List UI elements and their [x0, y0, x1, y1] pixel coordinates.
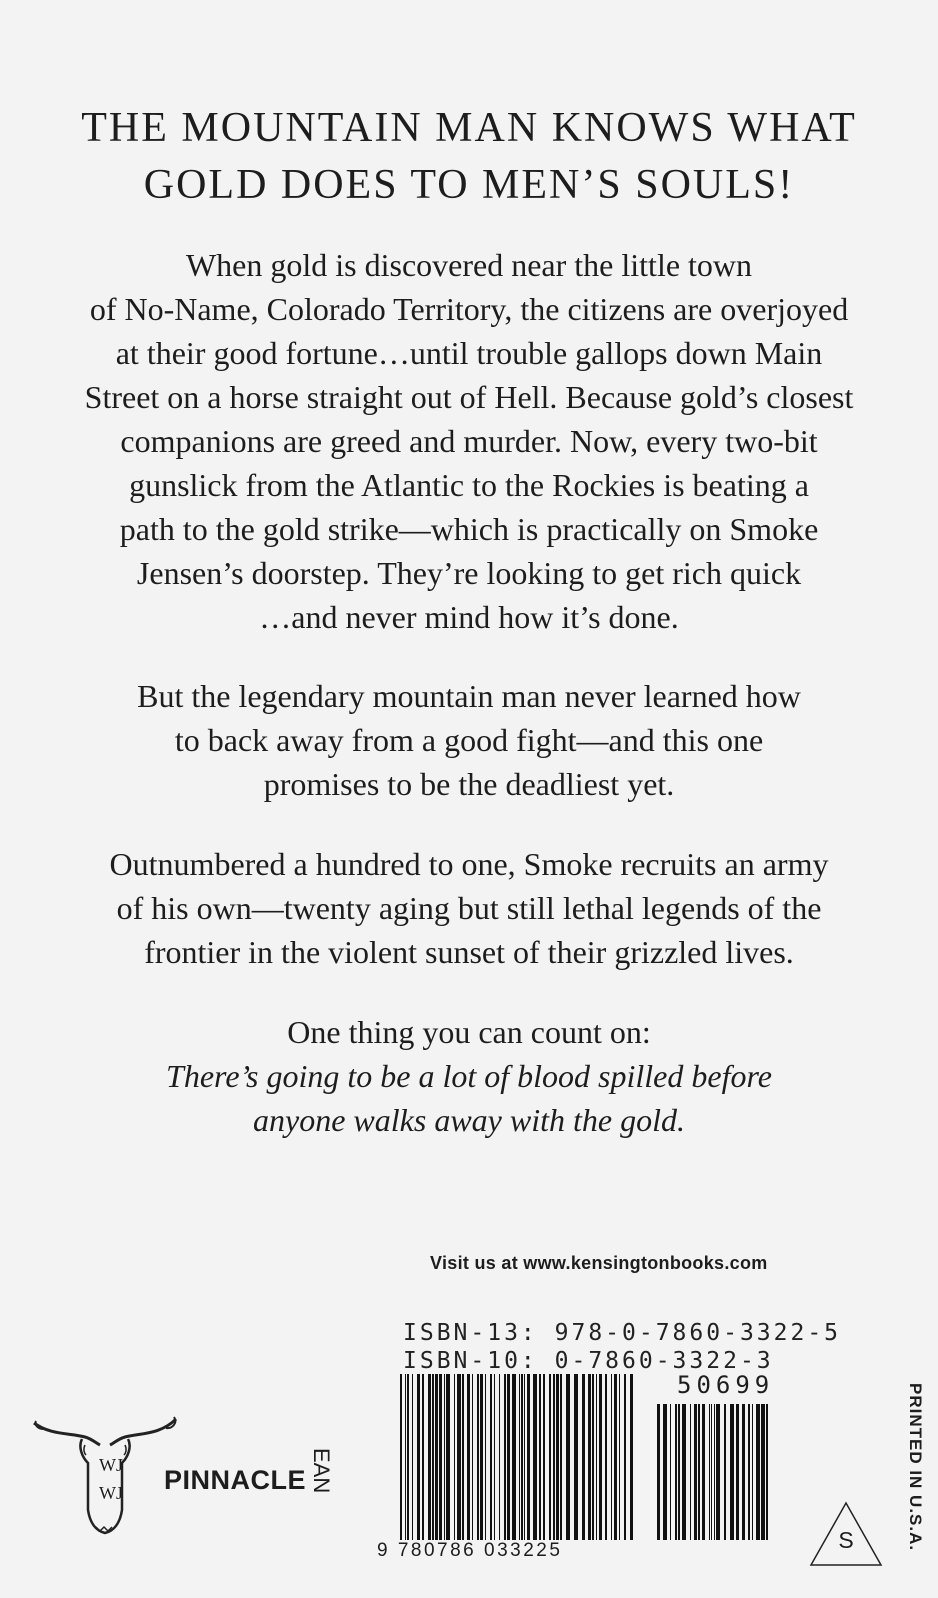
- barcode-bar: [507, 1374, 510, 1540]
- logo-letters-bottom: WJ: [99, 1483, 123, 1503]
- barcode-bar: [556, 1374, 559, 1540]
- barcode-bar: [711, 1404, 712, 1540]
- barcode-bar: [477, 1374, 479, 1540]
- barcode-bar: [412, 1374, 413, 1540]
- barcode-bar: [702, 1404, 705, 1540]
- barcode-bar: [524, 1374, 525, 1540]
- barcode-bar: [457, 1374, 461, 1540]
- barcode-bar: [405, 1374, 406, 1540]
- blurb-line: Jensen’s doorstep. They’re looking to get rich quick: [136, 555, 802, 591]
- barcode-bar: [467, 1374, 470, 1540]
- publisher-name: PINNACLE: [164, 1465, 307, 1495]
- supplement-code: 50699: [677, 1371, 775, 1399]
- barcode-bar: [553, 1374, 555, 1540]
- barcode-bar: [543, 1374, 545, 1540]
- barcode-bar: [588, 1374, 591, 1540]
- barcode-bar: [698, 1404, 700, 1540]
- barcode-bar: [400, 1374, 402, 1540]
- ean-label: EAN: [309, 1448, 334, 1494]
- barcode-bar: [582, 1374, 585, 1540]
- barcode-bar: [499, 1374, 500, 1540]
- barcode-bar: [761, 1404, 765, 1540]
- headline-line-2: GOLD DOES TO MEN’S SOULS!: [143, 162, 795, 208]
- blurb-italic-line: There’s going to be a lot of blood spilled before: [166, 1058, 772, 1094]
- barcode-bar: [614, 1374, 617, 1540]
- barcode-bar: [724, 1404, 726, 1540]
- blurb-line: Outnumbered a hundred to one, Smoke recruits an army: [109, 846, 829, 882]
- blurb-paragraph-2: [30, 674, 908, 806]
- blurb-line: to back away from a good fight—and this one: [174, 722, 764, 758]
- barcode-bar: [462, 1374, 464, 1540]
- barcode-bar: [490, 1374, 492, 1540]
- barcode-bar: [428, 1374, 431, 1540]
- barcode-bar: [670, 1404, 671, 1540]
- blurb-paragraph-1: [30, 243, 908, 639]
- blurb-line: path to the gold strike—which is practically on Smoke: [119, 511, 819, 547]
- barcode-bar: [417, 1374, 420, 1540]
- barcode-bar: [485, 1374, 486, 1540]
- blurb-line: When gold is discovered near the little town: [185, 247, 753, 283]
- barcode-bar: [619, 1374, 620, 1540]
- barcode-bar: [422, 1374, 424, 1540]
- barcode-bar: [521, 1374, 523, 1540]
- blurb-line: at their good fortune…until trouble gallops down Main: [115, 335, 823, 371]
- barcode-bar: [566, 1374, 570, 1540]
- blurb-line: of his own—twenty aging but still lethal legends of the: [116, 890, 822, 926]
- barcode-bar: [690, 1404, 691, 1540]
- barcode-bar: [439, 1374, 442, 1540]
- barcode-bar: [742, 1404, 745, 1540]
- blurb-line: of No-Name, Colorado Territory, the citizens are overjoyed: [89, 291, 849, 327]
- barcode-bar: [748, 1404, 750, 1540]
- barcode-bar: [675, 1404, 677, 1540]
- barcode-bar: [472, 1374, 473, 1540]
- barcode-bar: [709, 1404, 710, 1540]
- logo-letters-top: WJ: [99, 1455, 123, 1475]
- blurb-line: …and never mind how it’s done.: [259, 599, 679, 635]
- headline-line-1: THE MOUNTAIN MAN KNOWS WHAT: [81, 105, 857, 151]
- barcode-bar: [454, 1374, 455, 1540]
- blurb-paragraph-4: [30, 1010, 908, 1142]
- barcode-bar: [752, 1404, 753, 1540]
- barcode-bar: [533, 1374, 537, 1540]
- barcode-bar: [539, 1374, 541, 1540]
- rating-letter: S: [838, 1527, 854, 1553]
- barcode-bar: [624, 1374, 626, 1540]
- barcode-bar: [630, 1374, 633, 1540]
- barcode-bar: [596, 1374, 597, 1540]
- bull-skull-logo-icon: [30, 1415, 180, 1540]
- barcode-bar: [435, 1374, 438, 1540]
- blurb-line: One thing you can count on:: [287, 1014, 651, 1050]
- barcode-bar: [678, 1404, 680, 1540]
- barcode-bar: [512, 1374, 516, 1540]
- barcode-bar: [599, 1374, 602, 1540]
- barcode-bar: [480, 1374, 483, 1540]
- blurb-paragraph-3: [30, 842, 908, 974]
- blurb-line: promises to be the deadliest yet.: [263, 766, 675, 802]
- blurb-line: gunslick from the Atlantic to the Rockies is beating a: [129, 467, 809, 503]
- barcode-digits: 9 780786 033225: [377, 1540, 563, 1561]
- barcode-bar: [519, 1374, 520, 1540]
- barcode-bar: [714, 1404, 715, 1540]
- barcode-bar: [407, 1374, 409, 1540]
- printed-in-label: PRINTED IN U.S.A.: [906, 1383, 925, 1552]
- headline: [30, 100, 908, 214]
- barcode-bar: [730, 1404, 734, 1540]
- blurb-line: frontier in the violent sunset of their grizzled lives.: [144, 934, 794, 970]
- barcode-bar: [549, 1374, 551, 1540]
- barcode-bar: [592, 1374, 594, 1540]
- barcode-bar: [682, 1404, 686, 1540]
- blurb-line: companions are greed and murder. Now, every two-bit: [120, 423, 818, 459]
- barcode-bar: [611, 1374, 612, 1540]
- barcode-bar: [657, 1404, 660, 1540]
- website-notice: Visit us at www.kensingtonbooks.com: [430, 1253, 768, 1273]
- isbn-13: ISBN-13: 978-0-7860-3322-5: [403, 1320, 842, 1346]
- isbn-10: ISBN-10: 0-7860-3322-3: [403, 1348, 774, 1374]
- barcode-bar: [716, 1404, 720, 1540]
- barcode-bar: [432, 1374, 434, 1540]
- barcode-bar: [494, 1374, 495, 1540]
- blurb-line: Street on a horse straight out of Hell. Because gold’s closest: [84, 379, 854, 415]
- barcode-bar: [444, 1374, 445, 1540]
- blurb-italic-line: anyone walks away with the gold.: [253, 1102, 685, 1138]
- barcode-bar: [574, 1374, 578, 1540]
- barcode-bar: [766, 1404, 768, 1540]
- barcode-bar: [694, 1404, 697, 1540]
- barcode-bar: [663, 1404, 667, 1540]
- barcode-bar: [736, 1404, 739, 1540]
- barcode-bar: [446, 1374, 450, 1540]
- blurb-line: But the legendary mountain man never learned how: [137, 678, 801, 714]
- barcode-bar: [527, 1374, 530, 1540]
- barcode-bar: [605, 1374, 607, 1540]
- barcode-bar: [504, 1374, 506, 1540]
- barcode-bar: [560, 1374, 562, 1540]
- barcode-bar: [756, 1404, 760, 1540]
